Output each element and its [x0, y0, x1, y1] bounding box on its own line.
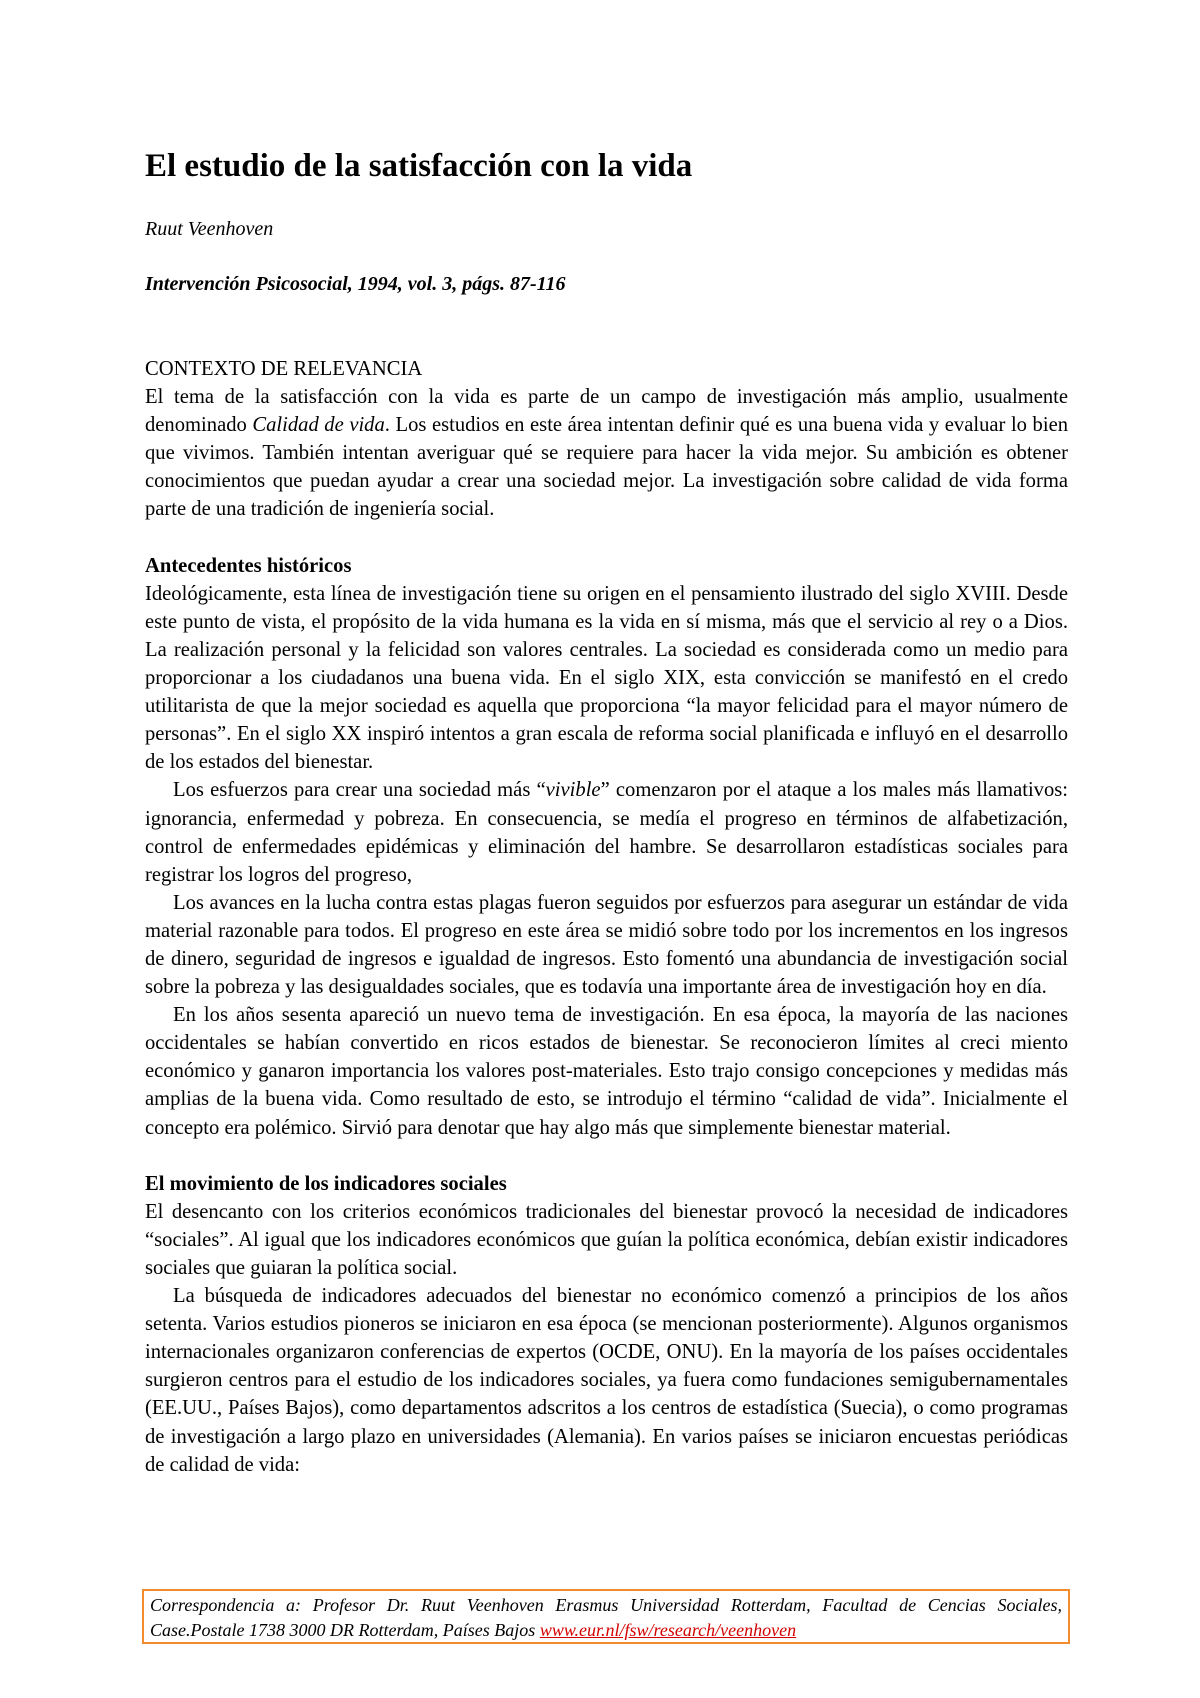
paragraph-gap — [145, 524, 1068, 552]
paragraph — [145, 776, 1068, 888]
paragraph: En los años sesenta apareció un nuevo tema de investigación. En esa época, la mayoría de las naciones occidentales se habían convertido en ricos estados de bienestar. Se reconocieron límites al creci miento económico y ganaron importancia los valores post-materiales. Esto trajo consigo concepciones y medidas más amplias de la buena vida. Como resultado de esto, se introdujo el término “calidad de vida”. Inicialmente el concepto era polémico. Sirvió para denotar que hay algo más que simplemente bienestar material. — [145, 1004, 1068, 1139]
correspondence-footnote — [142, 1589, 1070, 1644]
text-run: . Los estudios en este área intentan definir qué es una buena vida y evaluar lo bien que vivimos. También intentan averiguar qué se requiere para hacer la vida mejor. Su ambición es obtener conocimientos que puedan ayudar a crear una sociedad mejor. La investigación sobre calidad de vida forma parte de una tradición de ingeniería social. — [145, 414, 1069, 521]
paragraph-gap — [145, 1142, 1068, 1170]
footnote-text: Correspondencia a: Profesor Dr. Ruut Veenhoven Erasmus Universidad Rotterdam, Facultad de Cencias Sociales, Case.Postale 1738 3000 DR Rotterdam, Países Bajos — [150, 1595, 1062, 1640]
emphasized-term: vivible — [545, 779, 601, 802]
paragraph: Ideológicamente, esta línea de investigación tiene su origen en el pensamiento ilustrado del siglo XVIII. Desde este punto de vista, el propósito de la vida humana es la vida en sí misma, más que el servicio al rey o a Dios. La realización personal y la felicidad son valores centrales. La sociedad es considerada como un medio para proporcionar a los ciudadanos una buena vida. En el siglo XIX, esta convicción se manifestó en el credo utilitarista de que la mejor sociedad es aquella que proporciona “la mayor felicidad para el mayor número de personas”. En el siglo XX inspiró intentos a gran escala de reforma social planificada e influyó en el desarrollo de los estados del bienestar. — [145, 582, 1068, 774]
article-body — [145, 355, 1068, 1479]
emphasized-term: Calidad de vida — [252, 414, 385, 437]
text-run: Los esfuerzos para crear una sociedad más “ — [173, 779, 546, 802]
section-heading-history: Antecedentes históricos — [145, 554, 352, 577]
text-run: El tema de la satisfacción con la vida es parte de un campo de investigación más amplio, usualmente denominado — [145, 386, 1068, 437]
section-heading-context: CONTEXTO DE RELEVANCIA — [145, 358, 423, 380]
paragraph: El desencanto con los criterios económicos tradicionales del bienestar provocó la necesidad de indicadores “sociales”. Al igual que los indicadores económicos que guían la política económica, debían existir indicadores sociales que guiaran la política social. — [145, 1200, 1068, 1279]
citation: Intervención Psicosocial, 1994, vol. 3, págs. 87-116 — [145, 273, 566, 295]
paragraph: Los avances en la lucha contra estas plagas fueron seguidos por esfuerzos para asegurar un estándar de vida material razonable para todos. El progreso en este área se midió sobre todo por los incrementos en los ingresos de dinero, seguridad de ingresos e igualdad de ingresos. Esto fomentó una abundancia de investigación social sobre la pobreza y las desigualdades sociales, que es todavía una importante área de investigación hoy en día. — [145, 891, 1068, 999]
paragraph — [145, 383, 1068, 523]
author-name: Ruut Veenhoven — [145, 218, 274, 240]
paragraph: La búsqueda de indicadores adecuados del bienestar no económico comenzó a principios de los años setenta. Varios estudios pioneros se iniciaron en esa época (se mencionan posteriormente). Algunos organismos internacionales organizaron conferencias de expertos (OCDE, ONU). En la mayoría de los países occidentales surgieron centros para el estudio de los indicadores sociales, ya fuera como fundaciones semigubernamentales (EE.UU., Países Bajos), como departamentos adscritos a los centros de estadística (Suecia), o como programas de investigación a largo plazo en universidades (Alemania). En varios países se iniciaron encuestas periódicas de calidad de vida: — [145, 1285, 1068, 1476]
website-link[interactable]: www.eur.nl/fsw/research/veenhoven — [539, 1620, 797, 1640]
text-run: ” comenzaron por el ataque a los males más llamativos: ignorancia, enfermedad y pobreza. En consecuencia, se medía el progreso en términos de alfabetización, control de enfermedades epidémicas y eliminación del hambre. Se desarrollaron estadísticas sociales para registrar los logros del progreso, — [145, 779, 1068, 886]
page-title: El estudio de la satisfacción con la vida — [145, 148, 693, 184]
section-heading-indicators: El movimiento de los indicadores sociales — [145, 1172, 507, 1195]
